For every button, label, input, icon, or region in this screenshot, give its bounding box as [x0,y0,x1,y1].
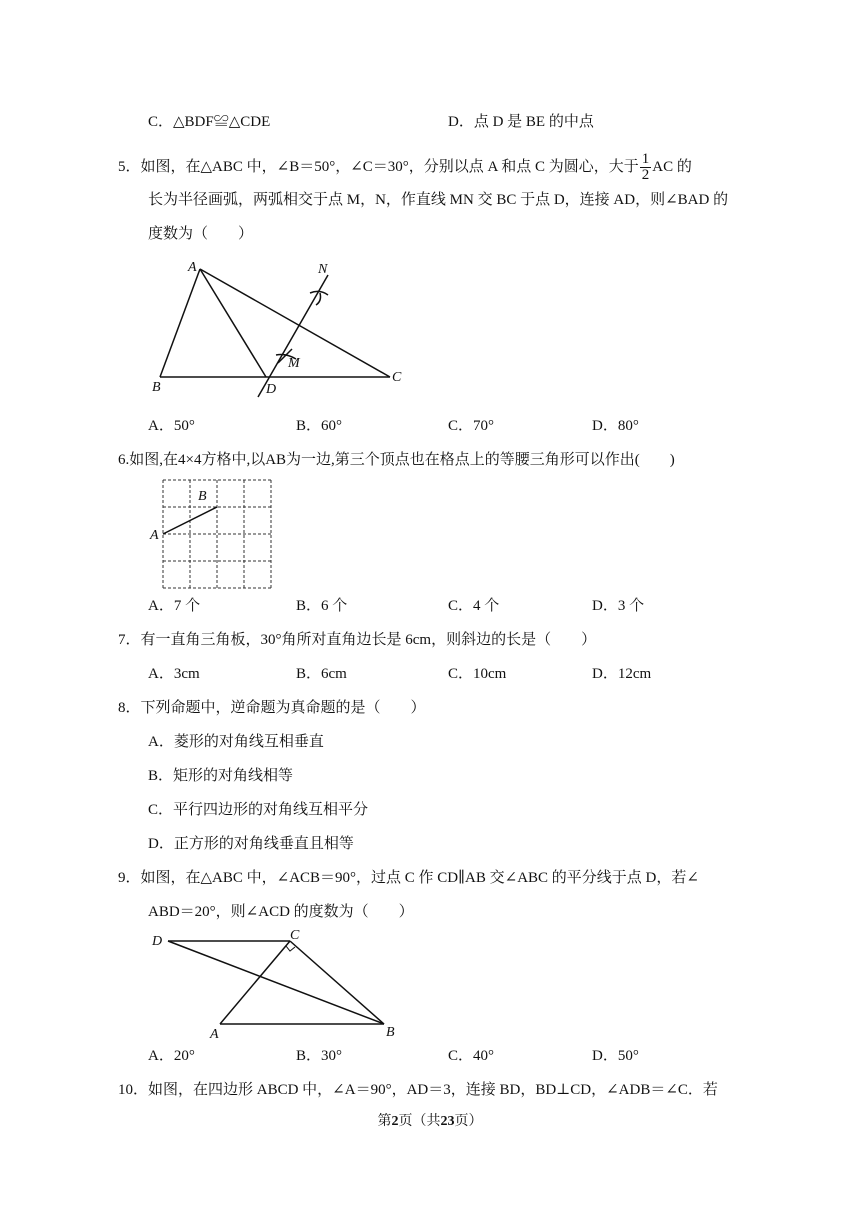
q9-line1: 9．如图，在△ABC 中，∠ACB＝90°，过点 C 作 CD∥AB 交∠ABC 的平分线于点 D，若∠ [118,870,699,886]
q5-option-d: D．80° [592,418,639,434]
q9-option-b: B．30° [296,1048,343,1064]
q7-line1: 7．有一直角三角板，30°角所对直角边长是 6cm，则斜边的长是（ ） [118,632,597,648]
q6-line1: 6.如图,在4×4方格中,以AB为一边,第三个顶点也在格点上的等腰三角形可以作出( ) [118,452,675,468]
q9-line2: ABD＝20°，则∠ACD 的度数为（ ） [148,904,414,920]
q6-option-d: D．3 个 [592,598,645,614]
q8-line1: 8．下列命题中，逆命题为真命题的是（ ） [118,700,426,716]
q5-segment-ab [160,269,200,377]
q5-label-a: A [188,260,197,275]
q7-option-c: C．10cm [448,666,507,682]
footer-total-pages: 23 [440,1114,455,1129]
q7-option-a: A．3cm [148,666,200,682]
q5-line2: 长为半径画弧，两弧相交于点 M，N，作直线 MN 交 BC 于点 D，连接 AD，则∠BAD 的 [148,192,729,208]
q6-figure [146,476,276,590]
q9-right-angle-mark [286,946,295,951]
q5-label-c: C [392,370,402,385]
q5-label-d: D [266,382,277,397]
q4-option-c: C．△BDF≌△CDE [148,114,271,130]
q9-option-d: D．50° [592,1048,639,1064]
q5-segment-ad [200,269,266,377]
q7-option-d: D．12cm [592,666,652,682]
footer-pre: 第 [377,1114,392,1129]
q9-label-b: B [386,1025,395,1040]
q5-line3: 度数为（ ） [148,226,254,242]
footer-post: 页） [454,1114,483,1129]
q5-option-a: A．50° [148,418,195,434]
page-footer [0,1110,860,1130]
q6-label-b: B [198,489,207,504]
q9-label-c: C [290,928,300,943]
q5-line1-end: AC 的 [652,158,692,175]
q5-option-c: C．70° [448,418,495,434]
q5-label-m: M [288,356,300,371]
q9-figure [148,926,408,1040]
q6-option-b: B．6 个 [296,598,348,614]
q8-option-a: A．菱形的对角线互相垂直 [148,734,324,750]
footer-page-number: 2 [391,1114,399,1129]
q9-label-a: A [210,1027,219,1040]
q5-fraction [640,152,652,183]
q9-label-d: D [152,934,163,949]
q5-option-b: B．60° [296,418,343,434]
q6-option-a: A．7 个 [148,598,201,614]
q8-option-d: D．正方形的对角线垂直且相等 [148,836,354,852]
q5-line1 [118,152,692,183]
q9-segment-ca [220,941,290,1024]
q5-label-n: N [318,262,328,277]
q4-option-d: D．点 D 是 BE 的中点 [448,114,594,130]
q6-option-c: C．4 个 [448,598,500,614]
q8-option-c: C．平行四边形的对角线互相平分 [148,802,369,818]
q9-segment-db [168,941,384,1024]
q9-segment-cb [290,941,384,1024]
q5-frac-num: 1 [641,151,650,167]
q10-line1: 10．如图，在四边形 ABCD 中，∠A＝90°，AD＝3，连接 BD，BD⊥CD，∠ADB＝∠C．若 [118,1082,718,1098]
q5-arc-n1 [310,291,328,295]
q9-option-c: C．40° [448,1048,495,1064]
q6-label-a: A [150,528,159,543]
q5-frac-den: 2 [641,167,650,183]
footer-mid: 页（共 [398,1114,441,1129]
q9-option-a: A．20° [148,1048,195,1064]
q8-option-b: B．矩形的对角线相等 [148,768,294,784]
q5-line1-text: 5．如图，在△ABC 中，∠B＝50°，∠C＝30°，分别以点 A 和点 C 为圆心，大于 [118,158,639,175]
q5-figure [148,255,418,405]
q5-label-b: B [152,380,161,395]
q7-option-b: B．6cm [296,666,347,682]
q6-grid [163,480,271,588]
